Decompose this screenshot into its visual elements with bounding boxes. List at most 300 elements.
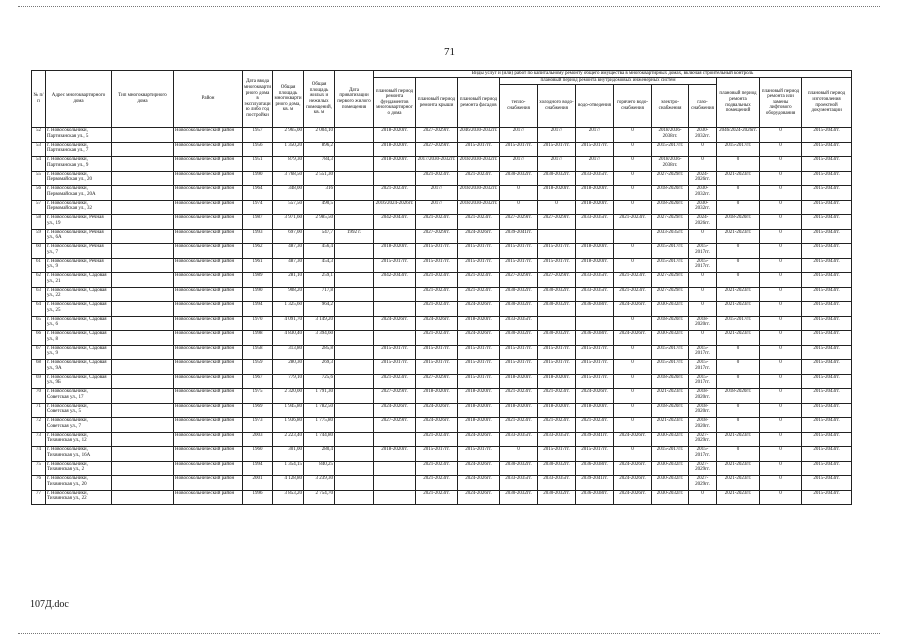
capital-repair-table — [31, 70, 852, 505]
cell-electric: 2030-2032гг. — [652, 476, 689, 491]
cell-design: 2015-2043гг. — [802, 186, 852, 201]
cell-design: 2015-2043гг. — [802, 157, 852, 172]
cell-electric: 2015-2017гг. — [652, 345, 689, 360]
cell-basement: 0 — [717, 186, 760, 201]
cell-res-area: 896,2 — [304, 142, 335, 157]
cell-total-area: 487,30 — [273, 258, 304, 273]
cell-facade: 2021-2023гг. — [458, 273, 500, 288]
cell-year: 1958 — [243, 345, 273, 360]
cell-sewer: 2036-2038гг. — [576, 461, 614, 476]
cell-cold-water: 2027-2029гг. — [538, 273, 576, 288]
cell-address: г. Новосокольники, Тихвинская ул., 20 — [46, 476, 112, 491]
header-hot-water: горячего водо-снабжения — [614, 85, 652, 128]
cell-res-area: 964,2 — [304, 302, 335, 317]
cell-total-area: 3 971,60 — [273, 215, 304, 230]
cell-foundation: 2018-2020гг. — [374, 142, 416, 157]
cell-electric: 2027-2029гг. — [652, 215, 689, 230]
cell-electric: 2015-2017гг. — [652, 447, 689, 462]
cell-district: Новосокольнический район — [174, 287, 243, 302]
cell-gas: 0 — [689, 287, 717, 302]
cell-electric: 2018-2020гг. — [652, 374, 689, 389]
cell-num: 70 — [32, 389, 46, 404]
cell-sewer: 2036-2038гг. — [576, 331, 614, 346]
cell-electric: 2030-2032гг. — [652, 432, 689, 447]
cell-res-area: 2 754,70 — [304, 490, 335, 505]
cell-cold-water: 2030-2032гг. — [538, 287, 576, 302]
table-row — [32, 374, 852, 389]
cell-facade: 2015-2017гг. — [458, 374, 500, 389]
cell-design: 2015-2043гг. — [802, 258, 852, 273]
cell-design: 2015-2043гг. — [802, 200, 852, 215]
cell-sewer: 2036-2038гг. — [576, 490, 614, 505]
cell-heat: 2030-2032гг. — [500, 461, 538, 476]
table-row — [32, 432, 852, 447]
cell-total-area: 3 853,20 — [273, 490, 304, 505]
cell-hot-water: 0 — [614, 186, 652, 201]
cell-elevator: 0 — [760, 389, 802, 404]
cell-elevator: 0 — [760, 244, 802, 259]
cell-elevator: 0 — [760, 447, 802, 462]
cell-foundation — [374, 331, 416, 346]
cell-foundation — [374, 490, 416, 505]
cell-res-area: 259,1 — [304, 273, 335, 288]
cell-elevator: 0 — [760, 142, 802, 157]
cell-basement: 2021-2023гг. — [717, 302, 760, 317]
cell-district: Новосокольнический район — [174, 171, 243, 186]
cell-district: Новосокольнический район — [174, 331, 243, 346]
cell-num: 71 — [32, 403, 46, 418]
cell-district: Новосокольнический район — [174, 273, 243, 288]
cell-type — [112, 360, 174, 375]
cell-cold-water: 2015-2017гг. — [538, 142, 576, 157]
cell-sewer: 2017/ — [576, 157, 614, 172]
cell-hot-water: 2021-2023гг. — [614, 215, 652, 230]
cell-res-area: 1 775,80 — [304, 418, 335, 433]
cell-res-area: 280,4 — [304, 447, 335, 462]
table-row — [32, 142, 852, 157]
cell-cold-water — [538, 316, 576, 331]
cell-roof: 2015-2017гг. — [416, 258, 458, 273]
cell-roof: 2021-2023гг. — [416, 287, 458, 302]
cell-electric: 2018/2036-2038гг. — [652, 157, 689, 172]
cell-year: 1959 — [243, 360, 273, 375]
cell-cold-water: 0 — [538, 200, 576, 215]
cell-cold-water: 2030-2032гг. — [538, 490, 576, 505]
cell-gas: 2018-2020гг. — [689, 316, 717, 331]
cell-elevator: 0 — [760, 128, 802, 143]
cell-facade: 2024-2026гг. — [458, 302, 500, 317]
cell-elevator: 0 — [760, 476, 802, 491]
cell-electric: 2018-2020гг. — [652, 403, 689, 418]
cell-design: 2015-2043гг. — [802, 374, 852, 389]
cell-electric: 2021-2023гг. — [652, 389, 689, 404]
cell-facade: 2015-2017гг. — [458, 258, 500, 273]
cell-heat: 2027-2029гг. — [500, 273, 538, 288]
cell-type — [112, 316, 174, 331]
cell-basement: 2046/2024-2026гг. — [717, 128, 760, 143]
table-row — [32, 128, 852, 143]
table-row — [32, 186, 852, 201]
cell-address: г. Новосокольники, Тихвинская ул., 2 — [46, 461, 112, 476]
cell-year: 1970 — [243, 316, 273, 331]
header-elevator: плановый период ремонта или замены лифтового оборудования — [760, 78, 802, 128]
cell-res-area: 717,8 — [304, 287, 335, 302]
cell-sewer: 2033-2035гг. — [576, 171, 614, 186]
cell-num: 59 — [32, 229, 46, 244]
cell-gas: 2015-2017гг. — [689, 345, 717, 360]
cell-sewer: 2018-2020гг. — [576, 403, 614, 418]
cell-privatization — [335, 273, 374, 288]
cell-design: 2015-2043гг. — [802, 229, 852, 244]
cell-hot-water: 2024-2026гг. — [614, 490, 652, 505]
cell-foundation: 2015-2017гг. — [374, 345, 416, 360]
cell-privatization — [335, 490, 374, 505]
cell-num: 75 — [32, 461, 46, 476]
header-systems-title: плановый период ремонта внутридомовых инженерных систем — [500, 78, 717, 85]
cell-total-area: 348,00 — [273, 186, 304, 201]
cell-num: 65 — [32, 316, 46, 331]
cell-hot-water: 0 — [614, 157, 652, 172]
cell-roof: 2021-2023гг. — [416, 273, 458, 288]
cell-design: 2015-2043гг. — [802, 461, 852, 476]
cell-type — [112, 302, 174, 317]
cell-gas: 2027-2029гг. — [689, 461, 717, 476]
cell-gas: 0 — [689, 229, 717, 244]
cell-cold-water — [538, 229, 576, 244]
cell-hot-water: 0 — [614, 200, 652, 215]
cell-gas: 2030-2032гг. — [689, 200, 717, 215]
cell-hot-water: 2021-2023гг. — [614, 287, 652, 302]
cell-hot-water: 0 — [614, 360, 652, 375]
cell-year: 1990 — [243, 287, 273, 302]
cell-num: 76 — [32, 476, 46, 491]
cell-roof: 2021-2023гг. — [416, 171, 458, 186]
table-row — [32, 157, 852, 172]
cell-foundation — [374, 171, 416, 186]
cell-district: Новосокольнический район — [174, 418, 243, 433]
cell-elevator: 0 — [760, 258, 802, 273]
cell-total-area: 779,10 — [273, 374, 304, 389]
cell-district: Новосокольнический район — [174, 374, 243, 389]
cell-type — [112, 287, 174, 302]
cell-res-area: 3 149,20 — [304, 316, 335, 331]
cell-sewer: 2015-2017гг. — [576, 345, 614, 360]
cell-num: 74 — [32, 447, 46, 462]
cell-cold-water: 2033-2035гг. — [538, 476, 576, 491]
cell-basement: 0 — [717, 273, 760, 288]
cell-privatization — [335, 476, 374, 491]
cell-heat: 0 — [500, 200, 538, 215]
cell-address: г. Новосокольники, Первомайская ул., 20 — [46, 171, 112, 186]
cell-cold-water: 2030-2032гг. — [538, 171, 576, 186]
cell-year: 1957 — [243, 128, 273, 143]
cell-address: г. Новосокольники, Советская ул., 7 — [46, 418, 112, 433]
cell-roof: 2021-2023гг. — [416, 461, 458, 476]
cell-privatization — [335, 287, 374, 302]
cell-gas: 0 — [689, 490, 717, 505]
cell-hot-water: 2024-2026гг. — [614, 302, 652, 317]
cell-cold-water: 2030-2032гг. — [538, 302, 576, 317]
cell-facade: 2024-2026гг. — [458, 461, 500, 476]
cell-hot-water: 2021-2023гг. — [614, 273, 652, 288]
cell-res-area: 2 551,30 — [304, 171, 335, 186]
cell-facade: 2024-2026гг. — [458, 476, 500, 491]
cell-privatization — [335, 389, 374, 404]
cell-total-area: 1 936,80 — [273, 418, 304, 433]
cell-facade: 2018-2020гг. — [458, 418, 500, 433]
cell-heat: 2017/ — [500, 157, 538, 172]
cell-heat: 2015-2017гг. — [500, 345, 538, 360]
cell-heat: 0 — [500, 186, 538, 201]
cell-hot-water: 0 — [614, 418, 652, 433]
cell-address: г. Новосокольники, Садовая ул., 21 — [46, 273, 112, 288]
cell-heat: 2015-2017гг. — [500, 258, 538, 273]
cell-design: 2015-2043гг. — [802, 215, 852, 230]
cell-design: 2015-2043гг. — [802, 447, 852, 462]
table-row — [32, 461, 852, 476]
cell-facade: 2015-2017гг. — [458, 244, 500, 259]
cell-hot-water — [614, 229, 652, 244]
cell-res-area: 547,7 — [304, 229, 335, 244]
cell-type — [112, 490, 174, 505]
cell-electric: 2015-2017гг. — [652, 258, 689, 273]
table-row — [32, 476, 852, 491]
cell-sewer: 2039-2041гг. — [576, 476, 614, 491]
header-res-area: Общая площадь жилых и нежилых помещений, кв. м — [304, 71, 335, 128]
cell-foundation: 2027-2029гг. — [374, 418, 416, 433]
cell-total-area: 557,50 — [273, 200, 304, 215]
cell-res-area: 454,3 — [304, 258, 335, 273]
cell-facade: 2015-2017гг. — [458, 360, 500, 375]
cell-hot-water: 0 — [614, 128, 652, 143]
cell-design: 2015-2043гг. — [802, 287, 852, 302]
cell-total-area: 697,00 — [273, 229, 304, 244]
header-total-area: Общая площадь многоквартирного дома, кв. м — [273, 71, 304, 128]
cell-gas: 2030-2032гг. — [689, 128, 717, 143]
cell-res-area: 784,3 — [304, 157, 335, 172]
cell-privatization — [335, 244, 374, 259]
table-row — [32, 418, 852, 433]
table-header — [32, 71, 852, 128]
cell-res-area: 1 744,80 — [304, 432, 335, 447]
header-privatization: Дата приватизации первого жилого помещения — [335, 71, 374, 128]
cell-foundation: 2021-2023гг. — [374, 186, 416, 201]
cell-num: 72 — [32, 418, 46, 433]
cell-roof: 2021-2023гг. — [416, 215, 458, 230]
cell-total-area: 301,00 — [273, 447, 304, 462]
cell-electric: 2018/2036-2038гг. — [652, 128, 689, 143]
cell-heat: 2017/ — [500, 128, 538, 143]
cell-total-area: 487,30 — [273, 244, 304, 259]
cell-res-area: 3 394,60 — [304, 331, 335, 346]
cell-year: 1993 — [243, 229, 273, 244]
header-heat: тепло-снабжения — [500, 85, 538, 128]
cell-design: 2015-2043гг. — [802, 490, 852, 505]
cell-hot-water: 0 — [614, 258, 652, 273]
cell-cold-water: 2033-2035гг. — [538, 432, 576, 447]
cell-year: 2001 — [243, 476, 273, 491]
cell-sewer: 2015-2017гг. — [576, 374, 614, 389]
header-works-title: Виды услуг и (или) работ по капитальному ремонту общего имущества в многоквартирных домах, включая строительный контроль — [374, 71, 852, 78]
cell-foundation: 2024-2026гг. — [374, 403, 416, 418]
cell-cold-water: 2021-2023гг. — [538, 418, 576, 433]
cell-design: 2015-2043гг. — [802, 142, 852, 157]
cell-privatization — [335, 374, 374, 389]
cell-hot-water: 0 — [614, 316, 652, 331]
cell-gas: 2015-2017гг. — [689, 360, 717, 375]
cell-facade: 2024-2026гг. — [458, 229, 500, 244]
cell-basement: 0 — [717, 200, 760, 215]
cell-gas: 0 — [689, 302, 717, 317]
cell-address: г. Новосокольники, Садовая ул., 8 — [46, 331, 112, 346]
cell-total-area: 879,30 — [273, 157, 304, 172]
cell-address: г. Новосокольники, Первомайская ул., 20А — [46, 186, 112, 201]
cell-elevator: 0 — [760, 403, 802, 418]
cell-electric: 2033-2035гг. — [652, 229, 689, 244]
cell-type — [112, 186, 174, 201]
cell-sewer — [576, 229, 614, 244]
cell-address: г. Новосокольники, Садовая ул., 9А — [46, 360, 112, 375]
cell-district: Новосокольнический район — [174, 229, 243, 244]
table-row — [32, 360, 852, 375]
cell-gas: 2018-2020гг. — [689, 403, 717, 418]
cell-res-area: 316 — [304, 186, 335, 201]
cell-roof: 2027-2029гг. — [416, 142, 458, 157]
cell-basement: 0 — [717, 374, 760, 389]
cell-design: 2015-2043гг. — [802, 403, 852, 418]
table-row — [32, 490, 852, 505]
cell-year: 1962 — [243, 244, 273, 259]
cell-district: Новосокольнический район — [174, 302, 243, 317]
header-facade: плановый период ремонта фасадов — [458, 78, 500, 128]
cell-hot-water: 0 — [614, 389, 652, 404]
table-row — [32, 229, 852, 244]
cell-privatization — [335, 200, 374, 215]
cell-address: г. Новосокольники, Тихвинская ул., 22 — [46, 490, 112, 505]
cell-hot-water: 2024-2026гг. — [614, 461, 652, 476]
header-design: плановый период изготовления проектной документации — [802, 78, 852, 128]
cell-elevator: 0 — [760, 316, 802, 331]
cell-year: 1960 — [243, 447, 273, 462]
cell-year: 1990 — [243, 171, 273, 186]
cell-roof: 2018-2020гг. — [416, 389, 458, 404]
cell-elevator: 0 — [760, 273, 802, 288]
cell-total-area: 4 830,40 — [273, 331, 304, 346]
table-row — [32, 273, 852, 288]
cell-year: 1994 — [243, 461, 273, 476]
cell-address: г. Новосокольники, Садовая ул., 6 — [46, 316, 112, 331]
cell-total-area: 313,80 — [273, 345, 304, 360]
cell-year: 1998 — [243, 331, 273, 346]
cell-roof: 2017/ — [416, 186, 458, 201]
cell-gas: 0 — [689, 331, 717, 346]
cell-electric: 2030-2032гг. — [652, 331, 689, 346]
cell-privatization — [335, 447, 374, 462]
cell-foundation: 2027-2029гг. — [374, 389, 416, 404]
cell-num: 69 — [32, 374, 46, 389]
cell-roof: 2017/2030-2032гг. — [416, 157, 458, 172]
cell-hot-water: 0 — [614, 244, 652, 259]
cell-heat: 2030-2032гг. — [500, 287, 538, 302]
table-row — [32, 389, 852, 404]
cell-cold-water: 2030-2032гг. — [538, 461, 576, 476]
cell-basement: 0 — [717, 157, 760, 172]
cell-basement: 2018-2020гг. — [717, 389, 760, 404]
cell-facade: 2018-2020гг. — [458, 403, 500, 418]
cell-district: Новосокольнический район — [174, 490, 243, 505]
cell-district: Новосокольнический район — [174, 128, 243, 143]
cell-heat: 2018-2020гг. — [500, 374, 538, 389]
cell-foundation: 2015-2017гг. — [374, 258, 416, 273]
cell-gas: 0 — [689, 157, 717, 172]
cell-address: г. Новосокольники, Речная ул., 19 — [46, 215, 112, 230]
cell-type — [112, 273, 174, 288]
header-gas: газо-снабжения — [689, 85, 717, 128]
cell-design: 2015-2043гг. — [802, 244, 852, 259]
cell-roof: 2021-2023гг. — [416, 331, 458, 346]
capital-repair-table-wrapper — [31, 70, 851, 505]
cell-roof: 2024-2026гг. — [416, 316, 458, 331]
cell-gas: 2015-2017гг. — [689, 374, 717, 389]
cell-year: 1975 — [243, 389, 273, 404]
cell-total-area: 3 768,50 — [273, 171, 304, 186]
cell-privatization — [335, 461, 374, 476]
cell-gas: 2027-2029гг. — [689, 476, 717, 491]
cell-electric: 2015-2017гг. — [652, 244, 689, 259]
cell-cold-water: 2015-2017гг. — [538, 258, 576, 273]
cell-roof: 2027-2029гг. — [416, 128, 458, 143]
cell-electric: 2027-2029гг. — [652, 273, 689, 288]
cell-year: 1969 — [243, 403, 273, 418]
footer-filename: 107Д.doc — [30, 599, 69, 610]
cell-res-area: 2 985,50 — [304, 215, 335, 230]
cell-total-area: 1 354,15 — [273, 461, 304, 476]
cell-design: 2015-2043гг. — [802, 432, 852, 447]
cell-type — [112, 171, 174, 186]
cell-hot-water: 0 — [614, 345, 652, 360]
cell-electric: 2018-2020гг. — [652, 200, 689, 215]
header-cold-water: холодного водо-снабжения — [538, 85, 576, 128]
bottom-dotted-rule — [18, 633, 880, 634]
cell-cold-water: 2015-2017гг. — [538, 345, 576, 360]
table-row — [32, 287, 852, 302]
cell-roof: 2015-2017гг. — [416, 244, 458, 259]
table-row — [32, 447, 852, 462]
cell-res-area: 840,25 — [304, 461, 335, 476]
cell-privatization — [335, 258, 374, 273]
cell-district: Новосокольнический район — [174, 142, 243, 157]
cell-address: г. Новосокольники, Речная ул., 7 — [46, 244, 112, 259]
header-sewer: водо-отведения — [576, 85, 614, 128]
cell-heat: 2039-2041гг. — [500, 229, 538, 244]
cell-num: 60 — [32, 244, 46, 259]
table-row — [32, 316, 852, 331]
cell-heat: 2030-2032гг. — [500, 302, 538, 317]
cell-facade: 2046/2030-2032гг. — [458, 128, 500, 143]
cell-basement: 2021-2023гг. — [717, 490, 760, 505]
cell-privatization: 1992 г. — [335, 229, 374, 244]
cell-foundation — [374, 302, 416, 317]
cell-design: 2015-2043гг. — [802, 418, 852, 433]
cell-elevator: 0 — [760, 229, 802, 244]
cell-roof: 2021-2023гг. — [416, 302, 458, 317]
cell-basement: 0 — [717, 403, 760, 418]
cell-district: Новосокольнический район — [174, 200, 243, 215]
cell-year: 1967 — [243, 374, 273, 389]
cell-gas: 2018-2020гг. — [689, 418, 717, 433]
table-row — [32, 331, 852, 346]
cell-sewer: 2033-2035гг. — [576, 215, 614, 230]
